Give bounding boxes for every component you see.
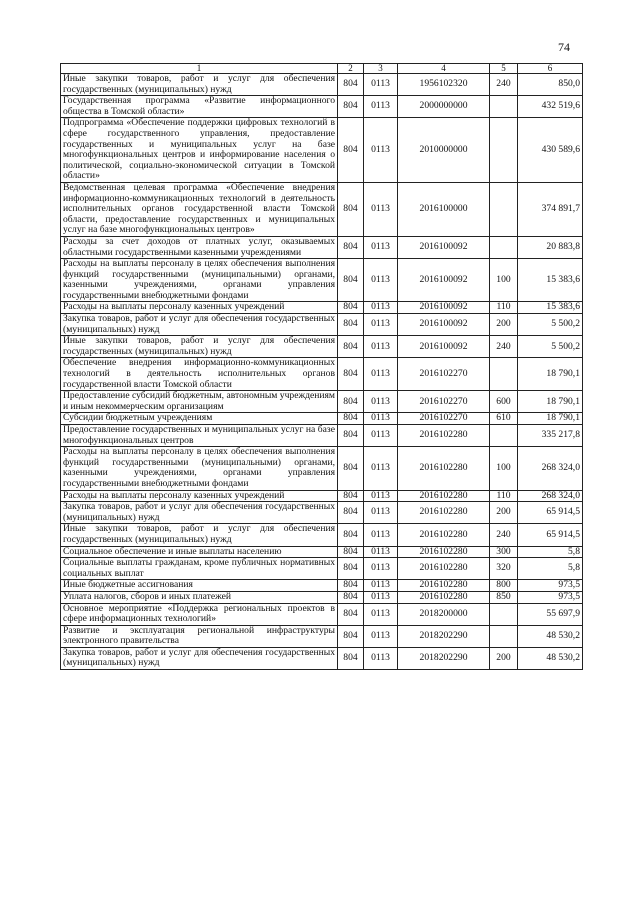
- row-section-code: 0113: [364, 524, 398, 546]
- row-description: Расходы за счет доходов от платных услуг, оказываемых областными государственными казенными учреждениями: [61, 236, 338, 258]
- row-expense-type: 850: [490, 591, 518, 603]
- row-expense-type: 240: [490, 524, 518, 546]
- row-ministry-code: 804: [338, 314, 364, 336]
- row-target-article: 2016100092: [398, 314, 490, 336]
- row-description: Закупка товаров, работ и услуг для обеспечения государственных (муниципальных) нужд: [61, 647, 338, 669]
- table-row: [61, 96, 583, 118]
- row-expense-type: 240: [490, 74, 518, 96]
- row-ministry-code: 804: [338, 447, 364, 490]
- row-amount: 5 500,2: [518, 336, 583, 358]
- row-amount: 55 697,9: [518, 603, 583, 625]
- table-row: [61, 447, 583, 490]
- header-cell-5: 5: [490, 64, 518, 74]
- row-target-article: 2016102280: [398, 591, 490, 603]
- row-section-code: 0113: [364, 502, 398, 524]
- row-section-code: 0113: [364, 546, 398, 558]
- row-amount: 20 883,8: [518, 236, 583, 258]
- row-ministry-code: 804: [338, 524, 364, 546]
- row-expense-type: 610: [490, 413, 518, 425]
- row-expense-type: [490, 358, 518, 391]
- row-target-article: 2010000000: [398, 118, 490, 183]
- row-amount: 65 914,5: [518, 524, 583, 546]
- row-description: Подпрограмма «Обеспечение поддержки цифровых технологий в сфере государственного управления, предоставление государственных и муниципальных услуг на базе многофункциональных центров и информирование населения о политической, социально-экономической ситуации в Томской области»: [61, 118, 338, 183]
- table-row: [61, 302, 583, 314]
- row-ministry-code: 804: [338, 591, 364, 603]
- table-row: [61, 524, 583, 546]
- row-amount: 850,0: [518, 74, 583, 96]
- row-target-article: 2016102280: [398, 524, 490, 546]
- row-section-code: 0113: [364, 447, 398, 490]
- row-ministry-code: 804: [338, 625, 364, 647]
- header-cell-2: 2: [338, 64, 364, 74]
- table-row: [61, 580, 583, 592]
- row-expense-type: 300: [490, 546, 518, 558]
- table-row: [61, 358, 583, 391]
- row-description: Расходы на выплаты персоналу в целях обеспечения выполнения функций государственными (муниципальными) органами, казенными учреждениями, органами управления государственными внебюджетными фондами: [61, 259, 338, 302]
- row-description: Предоставление субсидий бюджетным, автономным учреждениям и иным некоммерческим организациям: [61, 391, 338, 413]
- row-expense-type: 600: [490, 391, 518, 413]
- row-amount: 973,5: [518, 591, 583, 603]
- row-target-article: 1956102320: [398, 74, 490, 96]
- row-target-article: 2016102280: [398, 580, 490, 592]
- row-section-code: 0113: [364, 603, 398, 625]
- row-amount: 48 530,2: [518, 647, 583, 669]
- row-expense-type: 200: [490, 314, 518, 336]
- row-amount: 374 891,7: [518, 182, 583, 236]
- row-ministry-code: 804: [338, 647, 364, 669]
- row-target-article: 2016102280: [398, 447, 490, 490]
- row-section-code: 0113: [364, 413, 398, 425]
- row-section-code: 0113: [364, 391, 398, 413]
- page-number: 74: [558, 40, 570, 54]
- row-expense-type: 200: [490, 647, 518, 669]
- row-section-code: 0113: [364, 236, 398, 258]
- row-amount: 48 530,2: [518, 625, 583, 647]
- row-amount: 5 500,2: [518, 314, 583, 336]
- table-row: [61, 259, 583, 302]
- row-section-code: 0113: [364, 118, 398, 183]
- row-description: Закупка товаров, работ и услуг для обеспечения государственных (муниципальных) нужд: [61, 314, 338, 336]
- row-target-article: 2016100092: [398, 259, 490, 302]
- row-amount: 18 790,1: [518, 358, 583, 391]
- row-target-article: 2016100092: [398, 336, 490, 358]
- row-section-code: 0113: [364, 580, 398, 592]
- row-ministry-code: 804: [338, 236, 364, 258]
- row-amount: 432 519,6: [518, 96, 583, 118]
- row-target-article: 2018202290: [398, 625, 490, 647]
- budget-table: [60, 63, 583, 670]
- row-ministry-code: 804: [338, 425, 364, 447]
- row-description: Иные бюджетные ассигнования: [61, 580, 338, 592]
- row-amount: 335 217,8: [518, 425, 583, 447]
- row-expense-type: 110: [490, 302, 518, 314]
- row-expense-type: 110: [490, 490, 518, 502]
- header-cell-4: 4: [398, 64, 490, 74]
- row-expense-type: [490, 96, 518, 118]
- row-target-article: 2018200000: [398, 603, 490, 625]
- row-expense-type: 800: [490, 580, 518, 592]
- row-section-code: 0113: [364, 358, 398, 391]
- row-description: Субсидии бюджетным учреждениям: [61, 413, 338, 425]
- row-target-article: 2016102270: [398, 391, 490, 413]
- row-target-article: 2016102280: [398, 546, 490, 558]
- row-description: Расходы на выплаты персоналу в целях обеспечения выполнения функций государственными (муниципальными) органами, казенными учреждениями, органами управления государственными внебюджетными фондами: [61, 447, 338, 490]
- row-target-article: 2016102270: [398, 358, 490, 391]
- row-expense-type: 320: [490, 558, 518, 580]
- row-description: Предоставление государственных и муниципальных услуг на базе многофункциональных центров: [61, 425, 338, 447]
- row-section-code: 0113: [364, 336, 398, 358]
- row-section-code: 0113: [364, 259, 398, 302]
- table-row: [61, 236, 583, 258]
- table-body: [61, 74, 583, 670]
- row-description: Развитие и эксплуатация региональной инфраструктуры электронного правительства: [61, 625, 338, 647]
- row-description: Расходы на выплаты персоналу казенных учреждений: [61, 490, 338, 502]
- row-expense-type: 100: [490, 259, 518, 302]
- row-expense-type: [490, 625, 518, 647]
- row-ministry-code: 804: [338, 302, 364, 314]
- row-section-code: 0113: [364, 591, 398, 603]
- row-ministry-code: 804: [338, 502, 364, 524]
- table-row: [61, 647, 583, 669]
- table-row: [61, 502, 583, 524]
- row-description: Ведомственная целевая программа «Обеспечение внедрения информационно-коммуникационных технологий в деятельность исполнительных органов государственной власти Томской области, предоставление государственных и муниципальных услуг на базе многофункциональных центров»: [61, 182, 338, 236]
- row-section-code: 0113: [364, 314, 398, 336]
- row-amount: 268 324,0: [518, 447, 583, 490]
- row-ministry-code: 804: [338, 490, 364, 502]
- row-section-code: 0113: [364, 74, 398, 96]
- row-amount: 430 589,6: [518, 118, 583, 183]
- table-row: [61, 625, 583, 647]
- row-ministry-code: 804: [338, 96, 364, 118]
- row-amount: 65 914,5: [518, 502, 583, 524]
- row-expense-type: [490, 182, 518, 236]
- row-target-article: 2016102280: [398, 502, 490, 524]
- row-amount: 15 383,6: [518, 259, 583, 302]
- row-expense-type: [490, 236, 518, 258]
- row-description: Иные закупки товаров, работ и услуг для обеспечения государственных (муниципальных) нужд: [61, 336, 338, 358]
- row-description: Социальные выплаты гражданам, кроме публичных нормативных социальных выплат: [61, 558, 338, 580]
- row-target-article: 2016102270: [398, 413, 490, 425]
- header-cell-3: 3: [364, 64, 398, 74]
- table-row: [61, 591, 583, 603]
- row-description: Обеспечение внедрения информационно-коммуникационных технологий в деятельность исполнительных органов государственной власти Томской области: [61, 358, 338, 391]
- row-section-code: 0113: [364, 425, 398, 447]
- row-expense-type: [490, 603, 518, 625]
- row-description: Иные закупки товаров, работ и услуг для обеспечения государственных (муниципальных) нужд: [61, 74, 338, 96]
- table-row: [61, 336, 583, 358]
- row-amount: 973,5: [518, 580, 583, 592]
- row-ministry-code: 804: [338, 603, 364, 625]
- row-ministry-code: 804: [338, 546, 364, 558]
- row-ministry-code: 804: [338, 558, 364, 580]
- table-row: [61, 603, 583, 625]
- header-cell-6: 6: [518, 64, 583, 74]
- row-description: Расходы на выплаты персоналу казенных учреждений: [61, 302, 338, 314]
- table-row: [61, 413, 583, 425]
- table-row: [61, 182, 583, 236]
- table-row: [61, 391, 583, 413]
- table-row: [61, 74, 583, 96]
- row-section-code: 0113: [364, 490, 398, 502]
- row-amount: 268 324,0: [518, 490, 583, 502]
- row-description: Закупка товаров, работ и услуг для обеспечения государственных (муниципальных) нужд: [61, 502, 338, 524]
- row-target-article: 2016100000: [398, 182, 490, 236]
- table-row: [61, 314, 583, 336]
- row-description: Уплата налогов, сборов и иных платежей: [61, 591, 338, 603]
- table-row: [61, 558, 583, 580]
- row-ministry-code: 804: [338, 118, 364, 183]
- row-ministry-code: 804: [338, 336, 364, 358]
- header-cell-1: 1: [61, 64, 338, 74]
- row-expense-type: [490, 118, 518, 183]
- row-expense-type: [490, 425, 518, 447]
- row-section-code: 0113: [364, 302, 398, 314]
- row-target-article: 2016102280: [398, 490, 490, 502]
- table-header-row: [61, 64, 583, 74]
- row-ministry-code: 804: [338, 580, 364, 592]
- row-description: Иные закупки товаров, работ и услуг для обеспечения государственных (муниципальных) нужд: [61, 524, 338, 546]
- row-section-code: 0113: [364, 625, 398, 647]
- row-ministry-code: 804: [338, 74, 364, 96]
- row-amount: 5,8: [518, 558, 583, 580]
- row-target-article: 2016100092: [398, 236, 490, 258]
- row-section-code: 0113: [364, 96, 398, 118]
- row-section-code: 0113: [364, 647, 398, 669]
- row-target-article: 2016100092: [398, 302, 490, 314]
- row-description: Государственная программа «Развитие информационного общества в Томской области»: [61, 96, 338, 118]
- row-target-article: 2018202290: [398, 647, 490, 669]
- row-amount: 5,8: [518, 546, 583, 558]
- row-amount: 18 790,1: [518, 391, 583, 413]
- row-description: Основное мероприятие «Поддержка региональных проектов в сфере информационных технологий»: [61, 603, 338, 625]
- row-target-article: 2000000000: [398, 96, 490, 118]
- row-amount: 15 383,6: [518, 302, 583, 314]
- table-row: [61, 118, 583, 183]
- row-ministry-code: 804: [338, 259, 364, 302]
- row-expense-type: 100: [490, 447, 518, 490]
- row-ministry-code: 804: [338, 391, 364, 413]
- row-amount: 18 790,1: [518, 413, 583, 425]
- row-target-article: 2016102280: [398, 425, 490, 447]
- row-section-code: 0113: [364, 182, 398, 236]
- row-section-code: 0113: [364, 558, 398, 580]
- row-target-article: 2016102280: [398, 558, 490, 580]
- row-ministry-code: 804: [338, 413, 364, 425]
- row-description: Социальное обеспечение и иные выплаты населению: [61, 546, 338, 558]
- row-ministry-code: 804: [338, 358, 364, 391]
- row-ministry-code: 804: [338, 182, 364, 236]
- table-row: [61, 425, 583, 447]
- table-row: [61, 546, 583, 558]
- table-row: [61, 490, 583, 502]
- row-expense-type: 200: [490, 502, 518, 524]
- row-expense-type: 240: [490, 336, 518, 358]
